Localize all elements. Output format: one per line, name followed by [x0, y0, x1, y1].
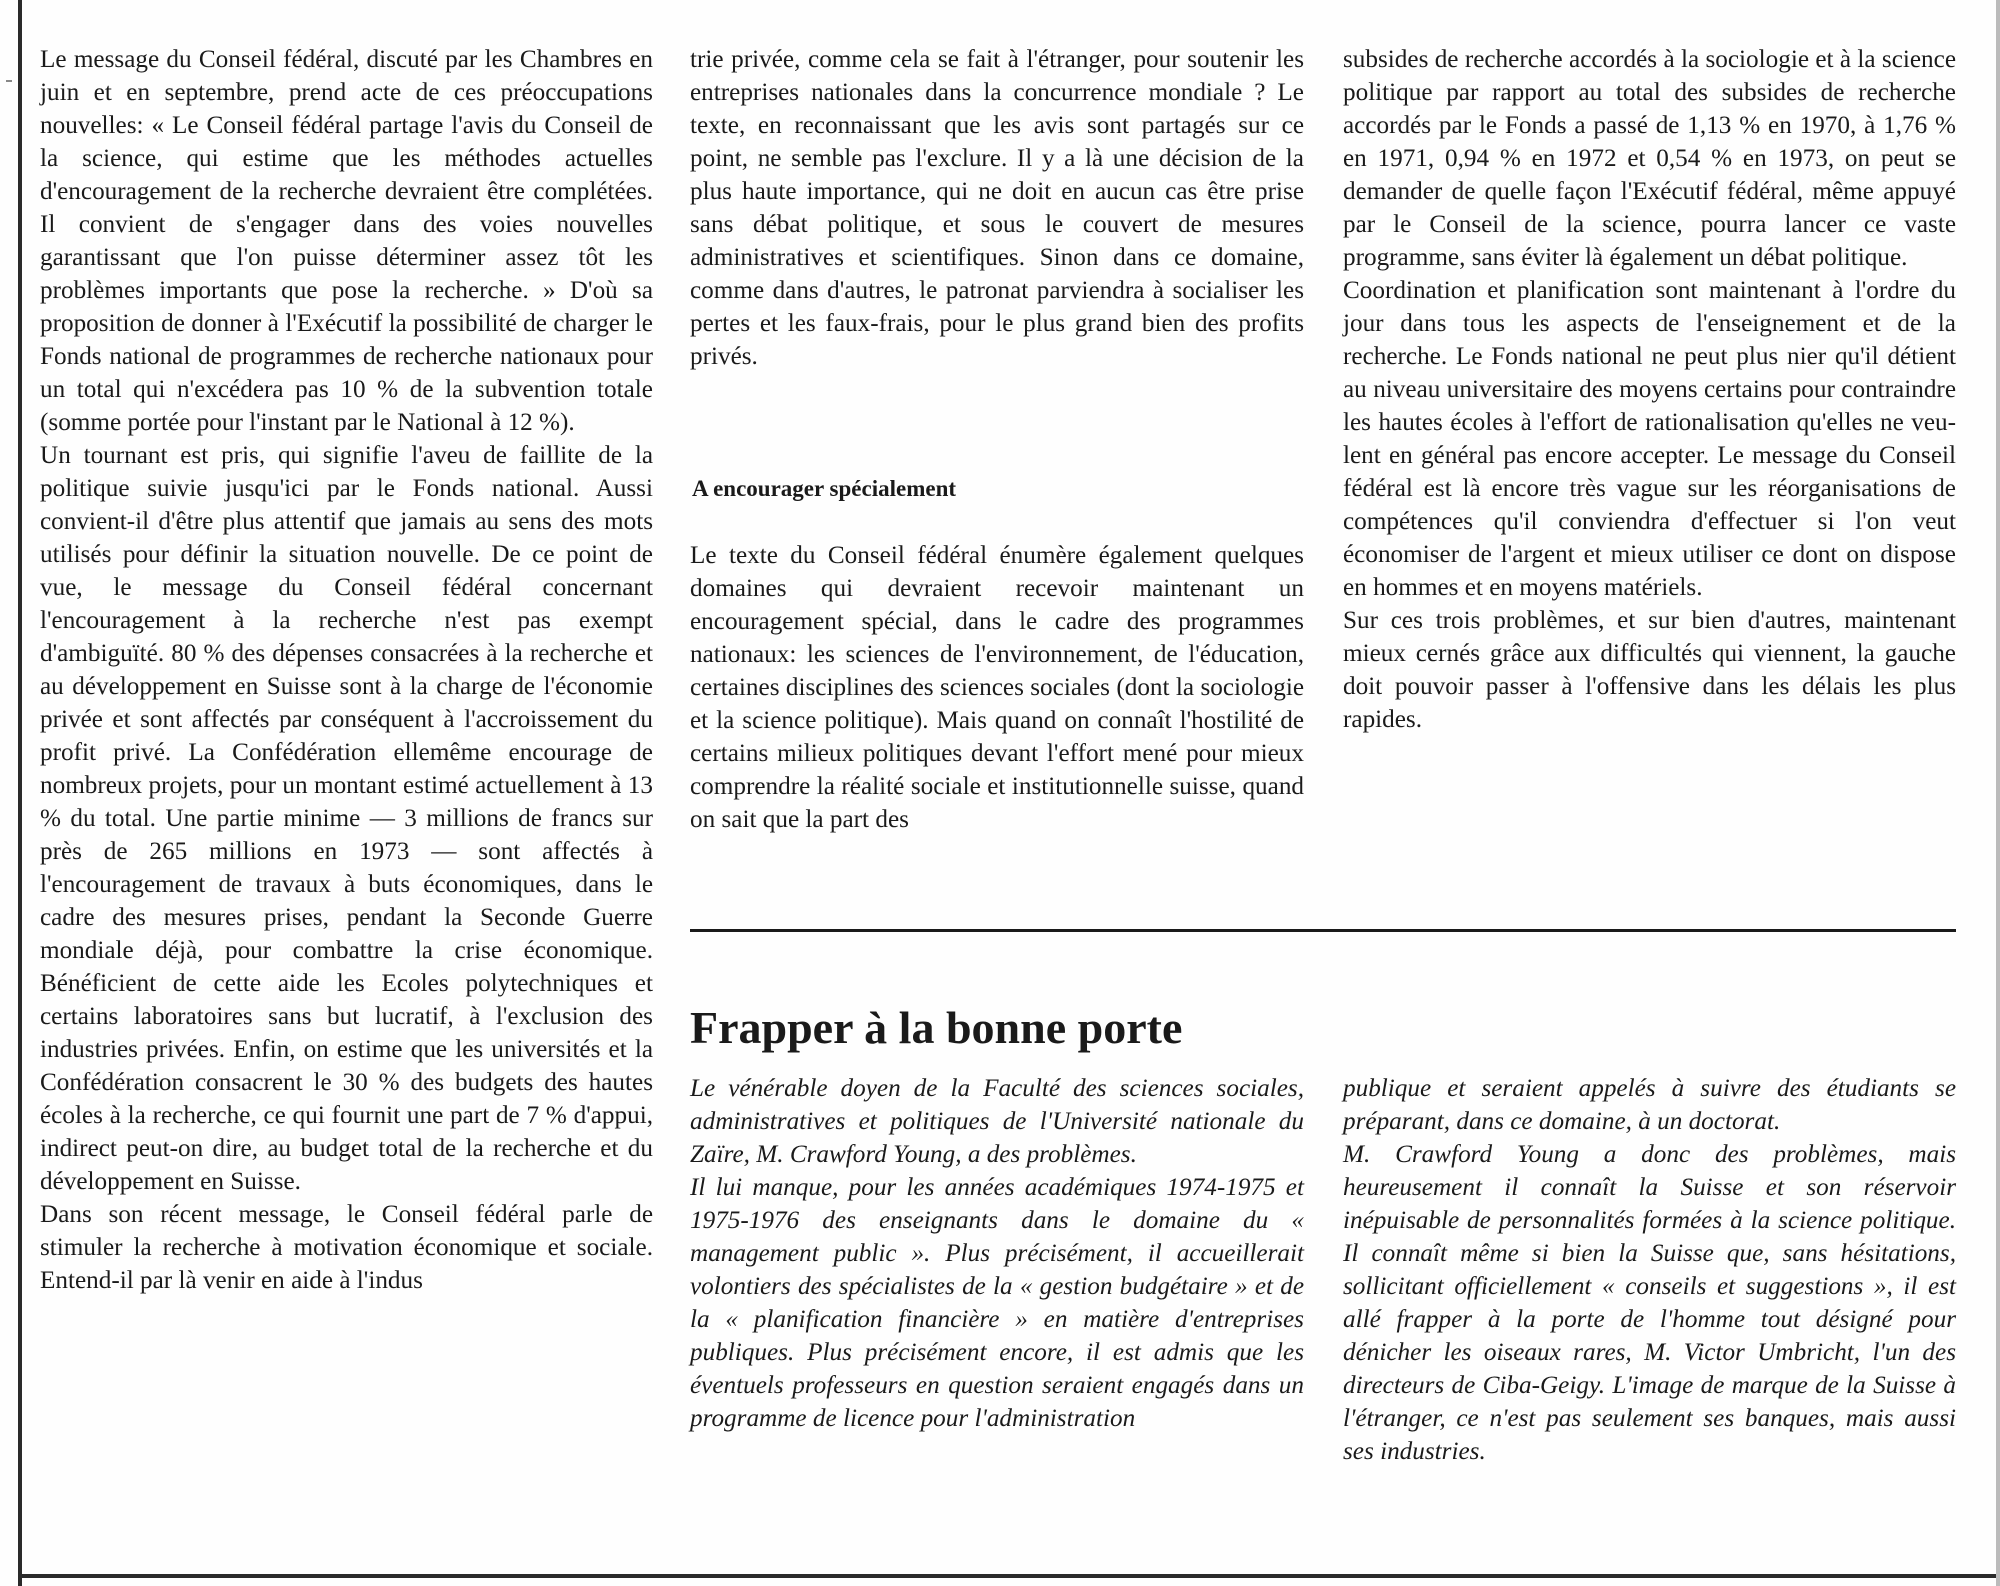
- article1-col1-paragraph-3: Dans son récent message, le Conseil fédéral parle de stimuler la recherche à motivation économique et sociale. Entend-il par là venir en aide à l'indus: [40, 1201, 653, 1294]
- section-subheading: A encourager spécialement: [692, 476, 957, 501]
- article1-col1-paragraph-1: Le message du Conseil fédéral, discuté par les Chambres en juin et en septembre, prend acte de ces préoccupations nouvelles: « Le Conseil fédéral partage l'avis du Conseil de la science, qui estime que les méthodes actuelles d'encouragement de la recherche devraient être complétées. Il convient de s'engager dans des voies nouvelles garantissant que l'on puisse déterminer assez tôt les problèmes importants que pose la recherche. » D'où sa proposition de donner à l'Exécutif la possibilité de charger le Fonds national de programmes de recherche nationaux pour un total qui n'excédera pas 10 % de la subvention totale (somme portée pour l'instant par le National à 12 %).: [40, 46, 653, 436]
- article2-column-right: [1343, 1072, 1956, 1468]
- article1-column-2: [690, 43, 1304, 373]
- section-divider: [690, 929, 1956, 932]
- article1-col2-paragraph-2: Le texte du Conseil fédéral énumère également quelques domaines qui devraient recevoir maintenant un encouragement spécial, dans le cadre des programmes nationaux: les sciences de l'environnement, de l'éducation, certaines disciplines des sciences sociales (dont la sociologie et la science politique). Mais quand on connaît l'hostilité de certains milieux politiques devant l'effort mené pour mieux comprendre la réalité sociale et institutionnelle suisse, quand on sait que la part des: [690, 542, 1304, 833]
- article2-headline: Frapper à la bonne porte: [690, 1002, 1183, 1053]
- page-edge-right: [1996, 0, 2000, 1586]
- article2-right-paragraph-1: publique et seraient appelés à suivre des étudiants se préparant, dans ce domaine, à un doctorat.: [1343, 1075, 1956, 1135]
- page-edge-bottom: [18, 1574, 2000, 1578]
- page-edge-left: [18, 0, 22, 1586]
- article1-col3-paragraph-2: Coordination et planification sont maintenant à l'ordre du jour dans tous les aspects de l'enseignement et de la recherche. Le Fonds national ne peut plus nier qu'il détient au niveau universitaire des moyens certains pour contraindre les hautes écoles à l'effort de rationalisation qu'elles ne veulent en général pas encore accepter. Le message du Conseil fédéral est là encore très vague sur les réorganisations de compétences qu'il conviendra d'effectuer si l'on veut économiser de l'argent et mieux utiliser ce dont on dispose en hommes et en moyens matériels.: [1343, 277, 1956, 601]
- article1-col1-paragraph-2: Un tournant est pris, qui signifie l'aveu de faillite de la politique suivie jusqu'ici par le Fonds national. Aussi convient-il d'être plus attentif que jamais au sens des mots utilisés pour définir la situation nouvelle. De ce point de vue, le message du Conseil fédéral concernant l'encouragement à la recherche n'est pas exempt d'ambiguïté. 80 % des dépenses consacrées à la recherche et au développement en Suisse sont à la charge de l'économie privée et sont affectés par conséquent à l'accroissement du profit privé. La Confédération ellemême encourage de nombreux projets, pour un montant estimé actuellement à 13 % du total. Une partie minime — 3 millions de francs sur près de 265 millions en 1973 — sont affectés à l'encouragement de travaux à buts économiques, dans le cadre des mesures prises, pendant la Seconde Guerre mondiale déjà, pour combattre la crise économique. Bénéficient de cette aide les Ecoles polytechniques et certains laboratoires sans but lucratif, à l'exclusion des industries privées. Enfin, on estime que les universités et la Confédération consacrent le 30 % des budgets des hautes écoles à la recherche, ce qui fournit une part de 7 % d'appui, indirect peut-on dire, au budget total de la recherche et du développement en Suisse.: [40, 442, 653, 1195]
- article2-left-paragraph-1: Le vénérable doyen de la Faculté des sciences sociales, administratives et politiques de l'Université nationale du Zaïre, M. Crawford Young, a des problèmes.: [690, 1075, 1304, 1168]
- article1-col3-paragraph-1: subsides de recherche accordés à la sociologie et à la science politique par rapport au total des subsides de recherche accordés par le Fonds a passé de 1,13 % en 1970, à 1,76 % en 1971, 0,94 % en 1972 et 0,54 % en 1973, on peut se demander de quelle façon l'Exécutif fédéral, même appuyé par le Conseil de la science, pourra lancer ce vaste programme, sans éviter là également un débat politique.: [1343, 46, 1956, 271]
- article2-left-paragraph-2: Il lui manque, pour les années académiques 1974-1975 et 1975-1976 des enseignants dans le domaine du « management public ». Plus précisément, il accueillerait volontiers des spécialistes de la « gestion budgétaire » et de la « planification financière » en matière d'entreprises publiques. Plus précisément encore, il est admis que les éventuels professeurs en question seraient engagés dans un programme de licence pour l'administration: [690, 1174, 1304, 1432]
- article1-column-3: [1343, 43, 1956, 736]
- article2-column-left: [690, 1072, 1304, 1435]
- article1-column-1: [40, 43, 653, 1297]
- article1-col3-paragraph-3: Sur ces trois problèmes, et sur bien d'autres, maintenant mieux cernés grâce aux difficultés qui viennent, la gauche doit pouvoir passer à l'offensive dans les délais les plus rapides.: [1343, 607, 1956, 733]
- article1-col2-paragraph-1: trie privée, comme cela se fait à l'étranger, pour soutenir les entreprises nationales dans la concurrence mondiale ? Le texte, en reconnaissant que les avis sont partagés sur ce point, ne semble pas l'exclure. Il y a là une décision de la plus haute importance, qui ne doit en aucun cas être prise sans débat politique, et sous le couvert de mesures administratives et scientifiques. Sinon dans ce domaine, comme dans d'autres, le patronat parviendra à socialiser les pertes et les faux-frais, pour le plus grand bien des profits privés.: [690, 46, 1304, 370]
- article2-right-paragraph-2: M. Crawford Young a donc des problèmes, mais heureusement il connaît la Suisse et son réservoir inépuisable de personnalités formées à la science politique. Il connaît même si bien la Suisse que, sans hésitations, sollicitant officiellement « conseils et suggestions », il est allé frapper à la porte de l'homme tout désigné pour dénicher les oiseaux rares, M. Victor Umbricht, l'un des directeurs de Ciba-Geigy. L'image de marque de la Suisse à l'étranger, ce n'est pas seulement ses banques, mais aussi ses industries.: [1343, 1141, 1956, 1465]
- scan-mark: [6, 80, 12, 82]
- article1-column-2-continued: [690, 539, 1304, 836]
